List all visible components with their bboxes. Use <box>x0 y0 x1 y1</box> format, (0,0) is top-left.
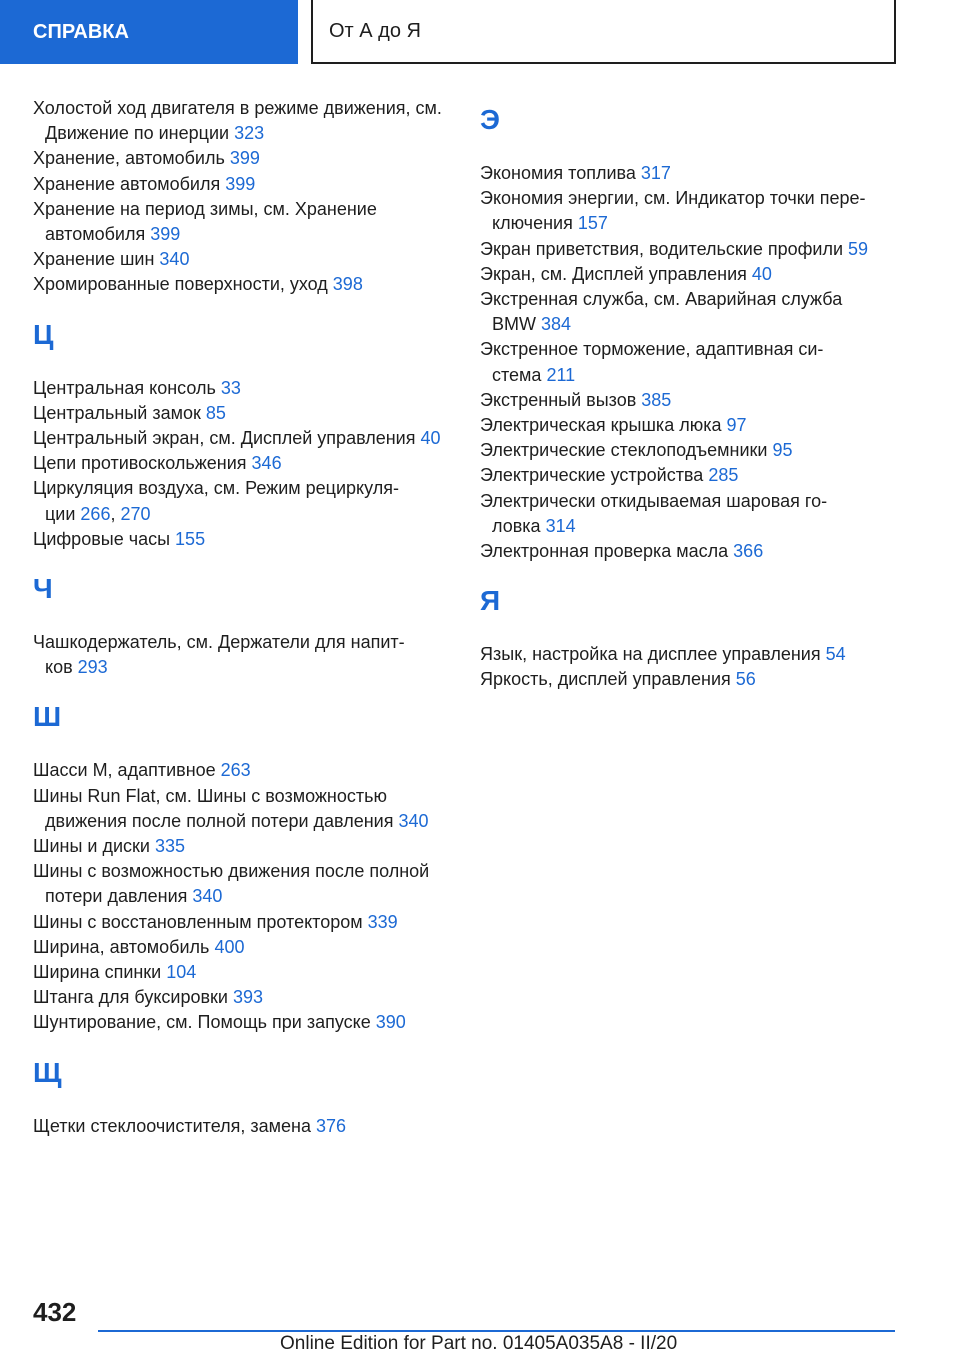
index-entry-text: Штанга для буксировки <box>33 987 228 1008</box>
page-link[interactable]: 399 <box>225 173 256 194</box>
index-entry <box>33 172 453 197</box>
index-entry-text: Холостой ход двигателя в режиме движения, см. Движение по инерции <box>33 98 442 144</box>
index-letter-heading: Ч <box>33 573 53 605</box>
index-entry-text: Шасси M, адаптивное <box>33 760 216 781</box>
index-entry <box>33 784 453 834</box>
index-entry-text: Шины с восстановленным протектором <box>33 911 363 932</box>
index-entry <box>33 527 453 552</box>
index-entry-text: Шины Run Flat, см. Шины с возможностью движения после полной потери давления <box>33 785 394 831</box>
page-link[interactable]: 97 <box>726 415 747 436</box>
index-letter-heading: Ц <box>33 318 54 350</box>
page-link[interactable]: 335 <box>154 836 186 857</box>
section-tab-label: СПРАВКА <box>33 20 129 43</box>
index-entry-text: Шины с возможностью движения после полной потери давления <box>33 861 430 907</box>
index-entry <box>33 451 453 476</box>
index-entry-text: Цифровые часы <box>33 528 171 549</box>
page-link[interactable]: 340 <box>192 886 223 907</box>
page-link[interactable]: 266 <box>80 503 111 524</box>
page-link[interactable]: 211 <box>546 364 576 385</box>
index-entry-text: Чашкодержатель, см. Держатели для напитков <box>33 632 405 678</box>
chapter-title: От А до Я <box>329 19 421 42</box>
page-separator: , <box>110 503 116 524</box>
index-entry-text: Экономия топлива <box>480 163 636 183</box>
page-link[interactable]: 339 <box>367 911 398 932</box>
page-link[interactable]: 385 <box>641 389 672 410</box>
index-entry <box>480 262 900 287</box>
page-link[interactable]: 104 <box>166 962 197 983</box>
page-link[interactable]: 59 <box>848 238 869 259</box>
index-letter-heading: Щ <box>33 1056 62 1088</box>
index-entry-text: Щетки стеклоочистителя, замена <box>33 1115 311 1136</box>
page-link[interactable]: 263 <box>220 760 251 781</box>
page-link[interactable]: 157 <box>577 213 608 234</box>
index-entry <box>33 859 453 909</box>
page-link[interactable]: 398 <box>332 274 363 295</box>
index-entry-text: Хранение, автомобиль <box>33 148 225 169</box>
index-entry <box>33 960 453 985</box>
section-tab-reference[interactable] <box>0 0 298 64</box>
index-entry-text: Шины и диски <box>33 836 150 857</box>
index-entry <box>33 985 453 1010</box>
index-entry <box>33 376 453 401</box>
page-link[interactable]: 323 <box>234 123 265 144</box>
index-entry <box>480 438 900 463</box>
index-entry <box>480 237 900 262</box>
index-entry-text: Хранение на период зимы, см. Хранение автомобиля <box>33 198 377 245</box>
index-entry <box>33 401 453 426</box>
index-entry <box>33 426 453 451</box>
index-entry-text: Яркость, дисплей управления <box>480 669 731 690</box>
index-entry <box>33 758 453 783</box>
index-entry-text: Хранение шин <box>33 249 155 270</box>
index-entry-text: Центральный замок <box>33 402 201 423</box>
index-section <box>33 1055 453 1139</box>
index-entry <box>480 186 900 236</box>
index-entry-text: Хромированные поверхности, уход <box>33 274 328 295</box>
index-entry-text: Экстренная служба, см. Аварийная служба BMW <box>480 289 843 335</box>
index-entry <box>480 337 900 387</box>
page-link[interactable]: 340 <box>159 249 190 270</box>
page-link[interactable]: 399 <box>150 224 181 245</box>
index-entry-text: Электрические стеклоподъемники <box>480 440 768 461</box>
index-section <box>33 317 453 552</box>
index-entry <box>33 1010 453 1035</box>
index-section <box>480 583 900 692</box>
page-link[interactable]: 376 <box>315 1115 347 1136</box>
page-link[interactable]: 270 <box>120 503 151 524</box>
index-entry <box>480 388 900 413</box>
page-link[interactable]: 56 <box>735 669 756 690</box>
page-link[interactable]: 95 <box>772 440 793 461</box>
index-entry-text: Экстренный вызов <box>480 389 637 410</box>
index-letter-heading: Я <box>480 585 501 617</box>
index-entry <box>480 413 900 438</box>
page-link[interactable]: 85 <box>205 402 226 423</box>
page-link[interactable]: 40 <box>751 263 772 284</box>
index-entry-text: Электронная проверка масла <box>480 541 729 562</box>
index-entry <box>480 489 900 539</box>
index-column-right <box>480 96 900 712</box>
index-section <box>33 96 453 298</box>
index-section <box>33 571 453 680</box>
page-link[interactable]: 390 <box>375 1012 406 1033</box>
chapter-title-box <box>311 0 896 64</box>
index-entry-text: Экран, см. Дисплей управления <box>480 263 747 284</box>
page-link[interactable]: 384 <box>541 314 572 335</box>
index-letter-heading: Ш <box>33 701 62 733</box>
index-entry-text: Шунтирование, см. Помощь при запуске <box>33 1012 371 1033</box>
index-column-left <box>33 96 453 1158</box>
page-link[interactable]: 40 <box>420 428 441 449</box>
index-entry-text: Экономия энергии, см. Индикатор точки переключения <box>480 188 866 234</box>
index-entry <box>480 539 900 564</box>
page-link[interactable]: 293 <box>77 657 108 678</box>
index-entry <box>480 161 900 186</box>
page-number: 432 <box>33 1297 77 1327</box>
index-entry <box>33 272 453 297</box>
index-entry <box>33 834 453 859</box>
index-entry-text: Хранение автомобиля <box>33 173 221 194</box>
index-entry-text: Цепи противоскольжения <box>33 453 247 474</box>
page-link[interactable]: 340 <box>398 810 429 831</box>
index-entry <box>33 146 453 171</box>
index-section <box>33 699 453 1035</box>
index-entry <box>480 667 900 692</box>
index-entry <box>480 287 900 337</box>
footer-edition-text: Online Edition for Part no. 01405A035A8 - II/20 <box>280 1333 678 1354</box>
page-link[interactable]: 314 <box>545 515 576 536</box>
index-entry <box>33 935 453 960</box>
index-entry <box>480 463 900 488</box>
page-link[interactable]: 366 <box>733 541 764 562</box>
index-entry <box>33 630 453 680</box>
index-entry <box>33 1114 453 1139</box>
index-section <box>480 102 900 564</box>
page-link[interactable]: 400 <box>214 936 245 957</box>
index-entry-text: Циркуляция воздуха, см. Режим рециркуляции <box>33 478 399 524</box>
index-entry-text: Центральная консоль <box>33 377 216 398</box>
index-entry <box>480 642 900 667</box>
index-entry <box>33 197 453 247</box>
index-entry-text: Центральный экран, см. Дисплей управления <box>33 428 416 449</box>
page-link[interactable]: 33 <box>220 377 241 398</box>
footer-divider <box>98 1330 895 1332</box>
index-entry-text: Электрически откидываемая шаровая головка <box>480 490 828 536</box>
index-entry-text: Электрическая крышка люка <box>480 415 722 436</box>
index-entry <box>33 247 453 272</box>
index-entry <box>33 910 453 935</box>
page-link[interactable]: 285 <box>708 465 739 486</box>
index-entry <box>33 476 453 526</box>
page-link[interactable]: 393 <box>233 987 264 1008</box>
page-link[interactable]: 346 <box>251 453 282 474</box>
index-entry <box>33 96 453 146</box>
index-entry-text: Электрические устройства <box>480 465 704 486</box>
index-entry-text: Экстренное торможение, адаптивная система <box>480 339 824 385</box>
index-entry-text: Ширина спинки <box>33 962 162 983</box>
page-link[interactable]: 317 <box>640 163 671 183</box>
page-link[interactable]: 155 <box>175 528 206 549</box>
page-link[interactable]: 399 <box>229 148 260 169</box>
index-entry-text: Язык, настройка на дисплее управления <box>480 644 821 665</box>
index-letter-heading: Э <box>480 104 500 135</box>
index-entry-text: Экран приветствия, водительские профили <box>480 238 844 259</box>
index-entry-text: Ширина, автомобиль <box>33 936 210 957</box>
page-link[interactable]: 54 <box>825 644 846 665</box>
